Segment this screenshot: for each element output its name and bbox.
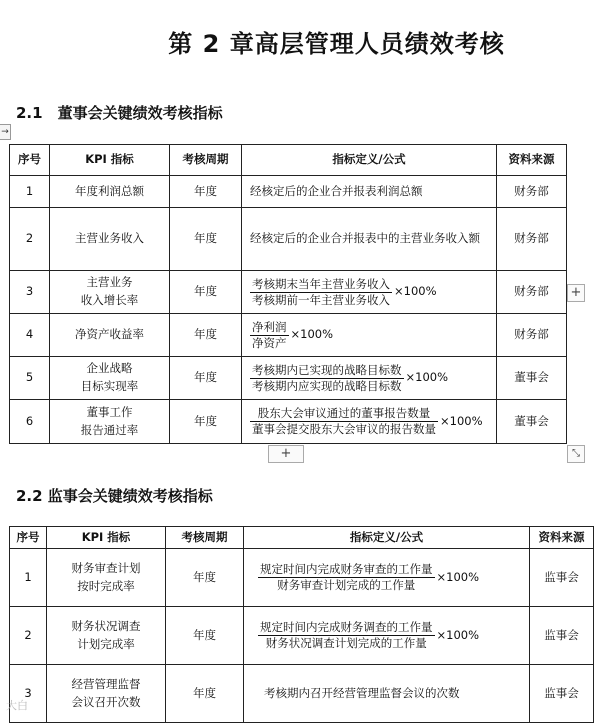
kpi-line: 按时完成率 [77, 578, 135, 593]
add-column-button[interactable]: + [567, 284, 585, 302]
supervisory-kpi-table [9, 526, 594, 723]
formula-fraction [258, 562, 435, 593]
row-source: 监事会 [530, 549, 594, 607]
formula-numerator: 规定时间内完成财务调查的工作量 [260, 620, 433, 635]
formula-fraction [250, 320, 289, 351]
formula-denominator: 净资产 [252, 335, 287, 350]
row-source: 董事会 [497, 400, 567, 444]
row-no: 1 [10, 549, 47, 607]
row-source: 监事会 [530, 607, 594, 665]
formula-multiplier: ×100% [436, 627, 480, 642]
kpi-line: 年度利润总额 [75, 183, 144, 198]
row-no: 5 [10, 357, 50, 400]
header-kpi: KPI 指标 [50, 145, 170, 176]
formula-denominator: 财务状况调查计划完成的工作量 [265, 636, 427, 650]
table-row [10, 665, 594, 723]
formula-fraction [250, 277, 392, 308]
row-period: 年度 [170, 314, 242, 357]
header-definition: 指标定义/公式 [242, 145, 497, 176]
kpi-line: 主营业务 [86, 275, 133, 290]
kpi-line: 会议召开次数 [71, 694, 141, 709]
watermark-text: 大白 [6, 699, 28, 712]
add-row-button[interactable]: + [268, 445, 304, 463]
row-kpi [50, 176, 170, 208]
section-heading-supervisory: 2.2 监事会关键绩效考核指标 [16, 487, 213, 505]
kpi-line: 经营管理监督 [71, 676, 141, 691]
row-definition: 经核定后的企业合并报表利润总额 [242, 176, 497, 208]
section-heading-board: 2.1 董事会关键绩效考核指标 [16, 104, 223, 122]
row-definition: 经核定后的企业合并报表中的主营业务收入额 [242, 208, 497, 271]
formula-numerator: 规定时间内完成财务审查的工作量 [260, 562, 433, 577]
formula-fraction [250, 406, 438, 437]
row-kpi [47, 665, 166, 723]
row-kpi [50, 271, 170, 314]
row-definition [244, 549, 530, 607]
row-period: 年度 [170, 208, 242, 271]
formula-multiplier: ×100% [394, 284, 437, 299]
row-no: 6 [10, 400, 50, 444]
row-source: 董事会 [497, 357, 567, 400]
kpi-line: 目标实现率 [80, 379, 139, 393]
row-period: 年度 [166, 665, 244, 723]
formula-multiplier: ×100% [440, 413, 483, 428]
header-no: 序号 [10, 145, 50, 176]
row-source: 财务部 [497, 271, 567, 314]
kpi-line: 财务状况调查 [71, 618, 141, 633]
table-row [10, 314, 567, 357]
row-period: 年度 [170, 400, 242, 444]
row-definition: 考核期内召开经营管理监督会议的次数 [244, 665, 530, 723]
row-definition [242, 314, 497, 357]
kpi-line: 董事工作 [86, 404, 133, 419]
formula-numerator: 净利润 [252, 319, 287, 334]
table-anchor-icon[interactable]: → [0, 124, 11, 140]
formula-denominator: 考核期内应实现的战略目标数 [252, 378, 402, 393]
formula-denominator: 财务审查计划完成的工作量 [277, 578, 416, 592]
row-no: 1 [10, 176, 50, 208]
header-kpi: KPI 指标 [47, 527, 166, 549]
header-definition: 指标定义/公式 [244, 527, 530, 549]
row-kpi [47, 607, 166, 665]
formula-denominator: 考核期前一年主营业务收入 [252, 292, 390, 307]
row-definition [244, 607, 530, 665]
row-kpi [50, 357, 170, 400]
row-no: 3 [10, 665, 47, 723]
header-source: 资料来源 [530, 527, 594, 549]
row-kpi [50, 208, 170, 271]
formula-denominator: 董事会提交股东大会审议的报告数量 [252, 422, 436, 436]
row-kpi [47, 549, 166, 607]
table-resize-handle-icon[interactable]: ⤡ [567, 445, 585, 463]
kpi-line: 报告通过率 [80, 422, 139, 437]
formula-multiplier: ×100% [405, 370, 449, 385]
table-header-row [10, 145, 567, 176]
page-title: 第 2 章高层管理人员绩效考核 [168, 30, 505, 58]
header-period: 考核周期 [170, 145, 242, 176]
formula-multiplier: ×100% [436, 569, 480, 584]
formula-fraction [250, 363, 404, 394]
row-source: 监事会 [530, 665, 594, 723]
row-source: 财务部 [497, 176, 567, 208]
kpi-line: 净资产收益率 [75, 327, 144, 342]
formula-numerator: 股东大会审议通过的董事报告数量 [250, 406, 438, 422]
table-row [10, 208, 567, 271]
row-period: 年度 [166, 607, 244, 665]
formula-numerator: 考核期末当年主营业务收入 [252, 276, 390, 291]
formula-multiplier: ×100% [290, 327, 334, 342]
kpi-line: 收入增长率 [80, 293, 139, 307]
table-row [10, 400, 567, 444]
formula-fraction [258, 620, 435, 651]
kpi-line: 计划完成率 [77, 636, 135, 651]
row-kpi [50, 400, 170, 444]
kpi-line: 财务审查计划 [71, 560, 141, 575]
board-kpi-table [9, 144, 567, 444]
row-source: 财务部 [497, 208, 567, 271]
row-no: 4 [10, 314, 50, 357]
row-definition [242, 400, 497, 444]
table-row [10, 176, 567, 208]
row-kpi [50, 314, 170, 357]
header-no: 序号 [10, 527, 47, 549]
formula-numerator: 考核期内已实现的战略目标数 [252, 362, 402, 377]
row-period: 年度 [170, 271, 242, 314]
row-period: 年度 [170, 176, 242, 208]
table-row [10, 271, 567, 314]
row-period: 年度 [166, 549, 244, 607]
table-row [10, 607, 594, 665]
header-period: 考核周期 [166, 527, 244, 549]
header-source: 资料来源 [497, 145, 567, 176]
row-period: 年度 [170, 357, 242, 400]
table-row [10, 549, 594, 607]
row-no: 2 [10, 607, 47, 665]
row-definition [242, 271, 497, 314]
row-source: 财务部 [497, 314, 567, 357]
row-definition [242, 357, 497, 400]
row-no: 3 [10, 271, 50, 314]
table-row [10, 357, 567, 400]
row-no: 2 [10, 208, 50, 271]
kpi-line: 主营业务收入 [75, 231, 144, 246]
kpi-line: 企业战略 [86, 361, 133, 376]
table-header-row [10, 527, 594, 549]
